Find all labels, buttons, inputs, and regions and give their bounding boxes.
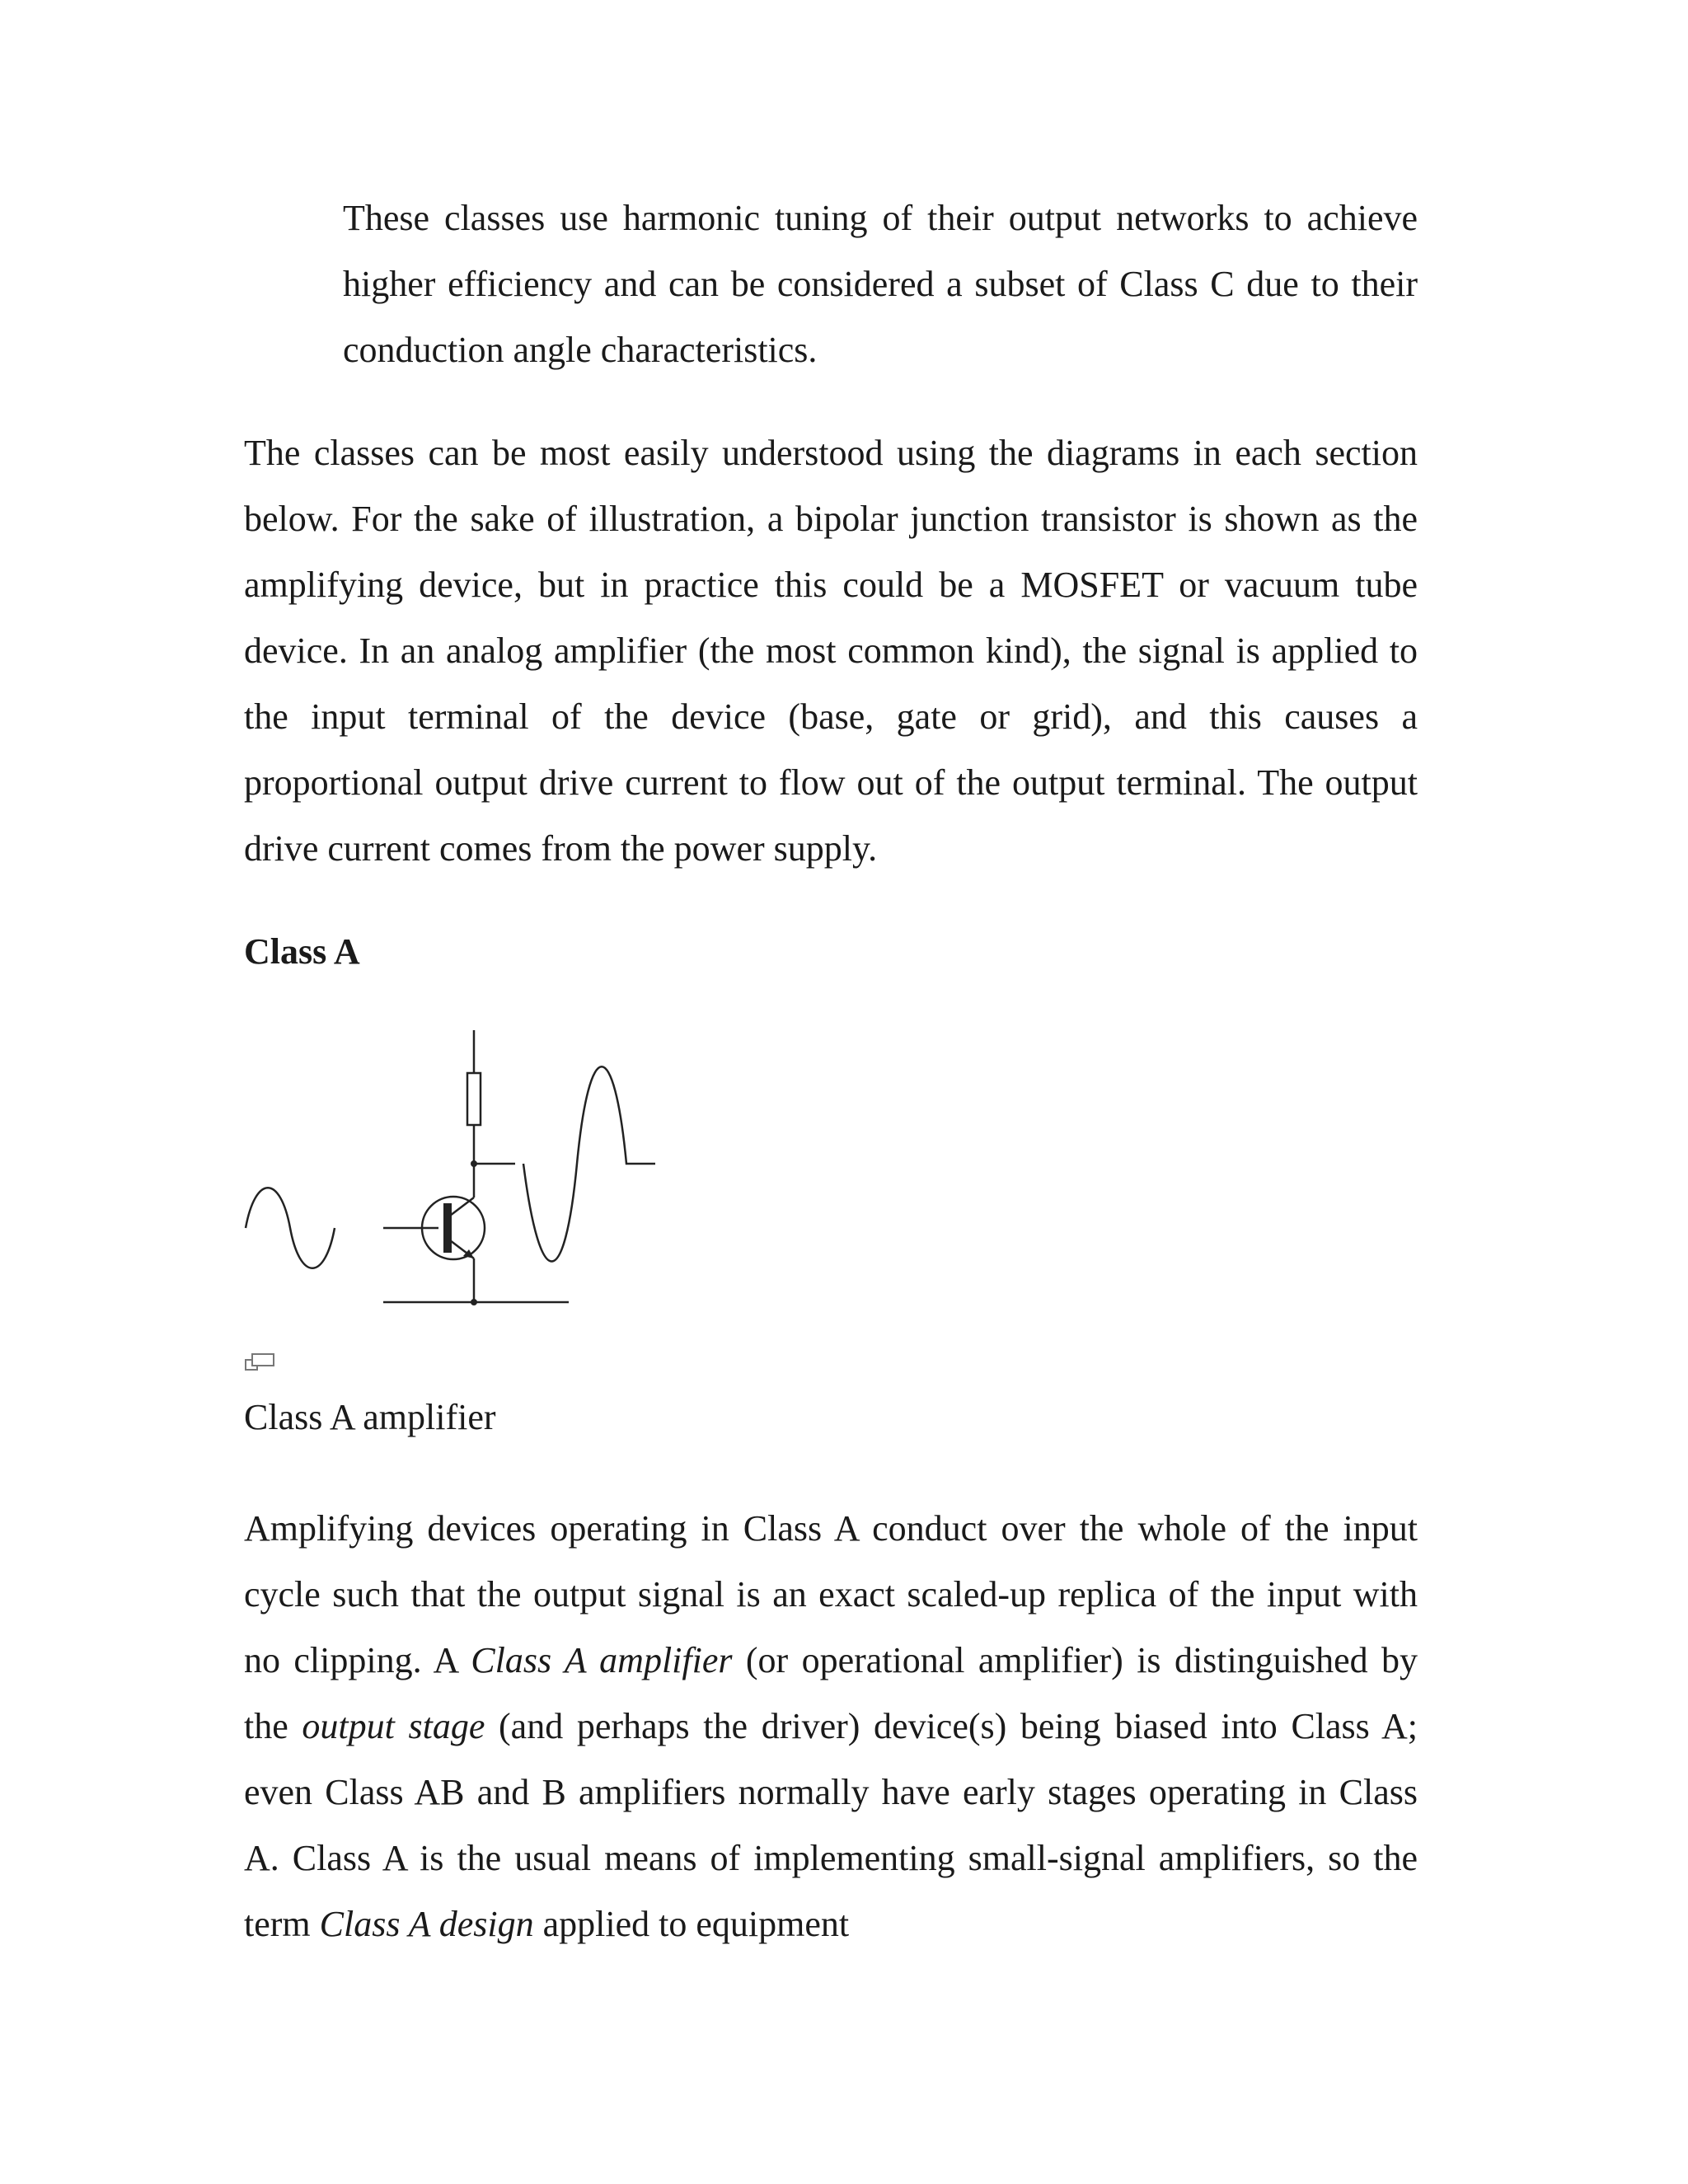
ground-junction-dot [471,1299,477,1305]
class-a-text-4: applied to equipment [533,1904,850,1944]
section-heading: Class A [244,931,360,972]
intro-paragraph: The classes can be most easily understood using the diagrams in each section below. For the sake of illustration, a bipolar junction transistor is shown as the amplifying device, but in practice this could be a MOSFET or vacuum tube device. In an analog amplifier (the most common kind), the signal is applied to the input terminal of the device (base, gate or grid), and this causes a proportional output drive current to flow out of the output terminal. The output drive current comes from the power supply. [244,433,1418,869]
class-a-text-3: (and perhaps the driver) device(s) being biased into Class A; even Class AB and B amplifiers normally have early stages operating in Class A. Class A is the usual means of implementing small-signal amplifiers, so the term [244,1706,1418,1944]
class-a-text-2: (or operational amplifier) is distinguished by the [244,1640,1418,1746]
figure-caption: Class A amplifier [244,1397,496,1437]
output-stage-term: output stage [302,1706,485,1746]
class-a-text-1: Amplifying devices operating in Class A conduct over the whole of the input cycle such that the output signal is an exact scaled-up replica of the input with no clipping. A [244,1508,1418,1680]
indented-paragraph: These classes use harmonic tuning of their output networks to achieve higher efficiency and can be considered a subset of Class C due to their conduction angle characteristics. [343,198,1418,370]
load-resistor [467,1073,481,1125]
class-a-paragraph [244,1496,1418,1957]
image-frame-icon [244,1352,277,1376]
output-junction-dot [471,1160,477,1167]
input-sine-wave [246,1188,335,1268]
output-sine-wave [523,1066,655,1261]
amplifier-circuit-diagram [239,1022,717,1319]
class-a-design-term: Class A design [319,1904,534,1944]
class-a-amplifier-term: Class A amplifier [471,1640,733,1680]
collector-lead [450,1197,474,1216]
class-a-amplifier-figure [239,1022,717,1319]
transistor-base-bar [443,1203,452,1253]
